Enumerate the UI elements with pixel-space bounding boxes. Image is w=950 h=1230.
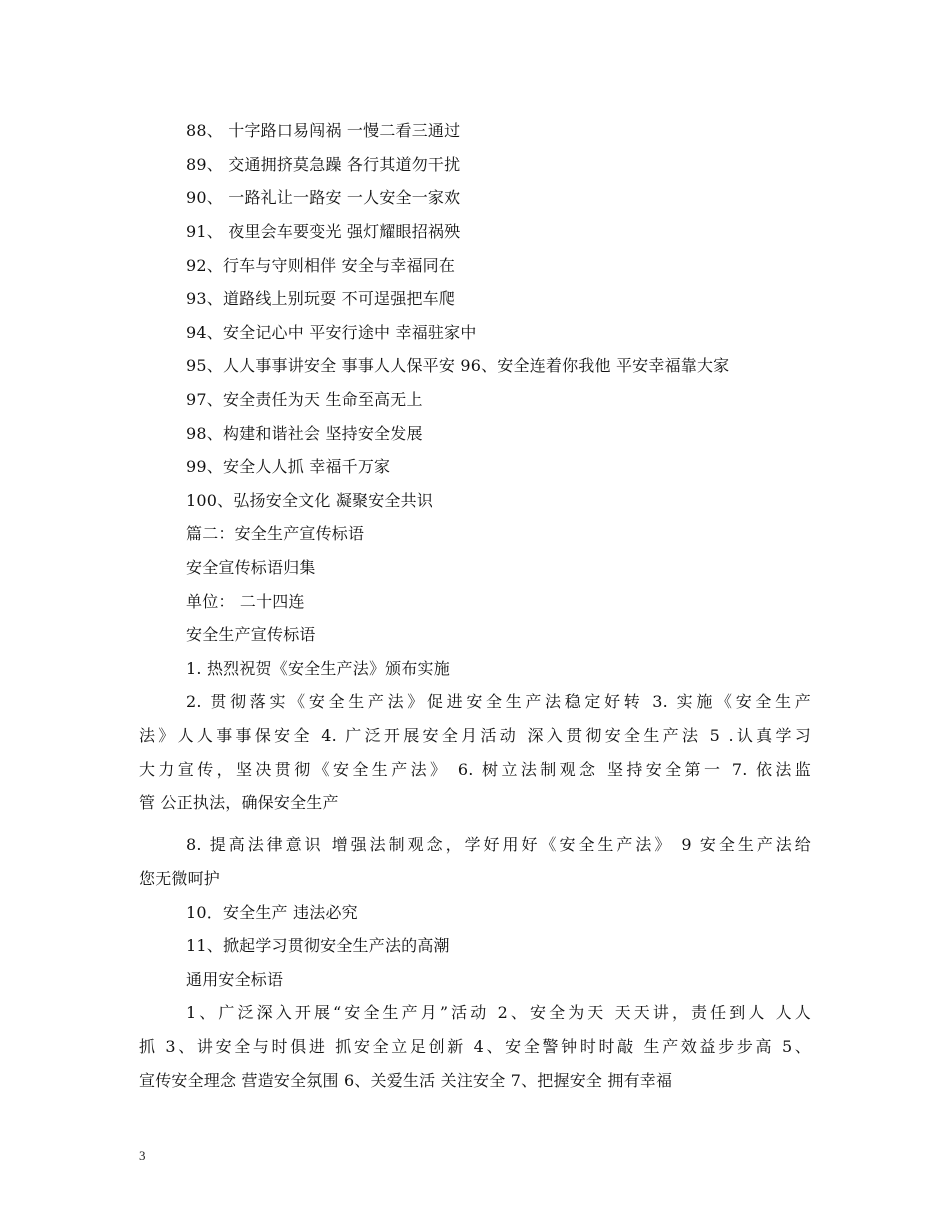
paragraph-line: 管 公正执法，确保安全生产 — [139, 793, 339, 812]
subheading: 安全宣传标语归集 — [186, 558, 316, 577]
slogan-94: 94、安全记心中 平安行途中 幸福驻家中 — [186, 323, 477, 342]
slogan-98: 98、构建和谐社会 坚持安全发展 — [186, 424, 423, 443]
paragraph-line: 宣传安全理念 营造安全氛围 6、关爱生活 关注安全 7、把握安全 拥有幸福 — [139, 1071, 673, 1090]
slogan-89: 89、 交通拥挤莫急躁 各行其道勿干扰 — [186, 155, 461, 174]
paragraph-line: 1. 热烈祝贺《安全生产法》颁布实施 — [186, 659, 450, 678]
paragraph-line: 8. 提高法律意识 增强法制观念，学好用好《安全生产法》 9 安全生产法给 — [186, 835, 811, 854]
unit-line: 单位： 二十四连 — [186, 592, 305, 611]
paragraph-line: 1、广泛深入开展“安全生产月”活动 2、安全为天 天天讲，责任到人 人人 — [186, 1003, 811, 1022]
paragraph-line: 2. 贯彻落实《安全生产法》促进安全生产法稳定好转 3. 实施《安全生产 — [186, 692, 811, 711]
slogan-92: 92、行车与守则相伴 安全与幸福同在 — [186, 256, 456, 275]
slogan-99: 99、安全人人抓 幸福千万家 — [186, 457, 391, 476]
slogan-100: 100、弘扬安全文化 凝聚安全共识 — [186, 491, 434, 510]
paragraph-line: 11、掀起学习贯彻安全生产法的高潮 — [186, 936, 450, 955]
slogan-97: 97、安全责任为天 生命至高无上 — [186, 390, 423, 409]
slogan-91: 91、 夜里会车要变光 强灯耀眼招祸殃 — [186, 222, 461, 241]
paragraph-line: 法》人人事事保安全 4. 广泛开展安全月活动 深入贯彻安全生产法 5 .认真学习 — [139, 726, 811, 745]
subheading: 安全生产宣传标语 — [186, 625, 316, 644]
slogan-88: 88、 十字路口易闯祸 一慢二看三通过 — [186, 121, 461, 140]
slogan-95-96: 95、人人事事讲安全 事事人人保平安 96、安全连着你我他 平安幸福靠大家 — [186, 356, 730, 375]
paragraph-line: 大力宣传，坚决贯彻《安全生产法》 6. 树立法制观念 坚持安全第一 7. 依法监 — [139, 760, 811, 779]
slogan-93: 93、道路线上别玩耍 不可逞强把车爬 — [186, 289, 456, 308]
section-heading: 篇二：安全生产宣传标语 — [186, 524, 365, 543]
subheading: 通用安全标语 — [186, 970, 284, 989]
paragraph-line: 抓 3、讲安全与时俱进 抓安全立足创新 4、安全警钟时时敲 生产效益步步高 5、 — [139, 1037, 811, 1056]
page-number: 3 — [139, 1148, 146, 1163]
paragraph-line: 您无微呵护 — [139, 869, 221, 888]
paragraph-line: 10．安全生产 违法必究 — [186, 903, 358, 922]
slogan-90: 90、 一路礼让一路安 一人安全一家欢 — [186, 188, 461, 207]
